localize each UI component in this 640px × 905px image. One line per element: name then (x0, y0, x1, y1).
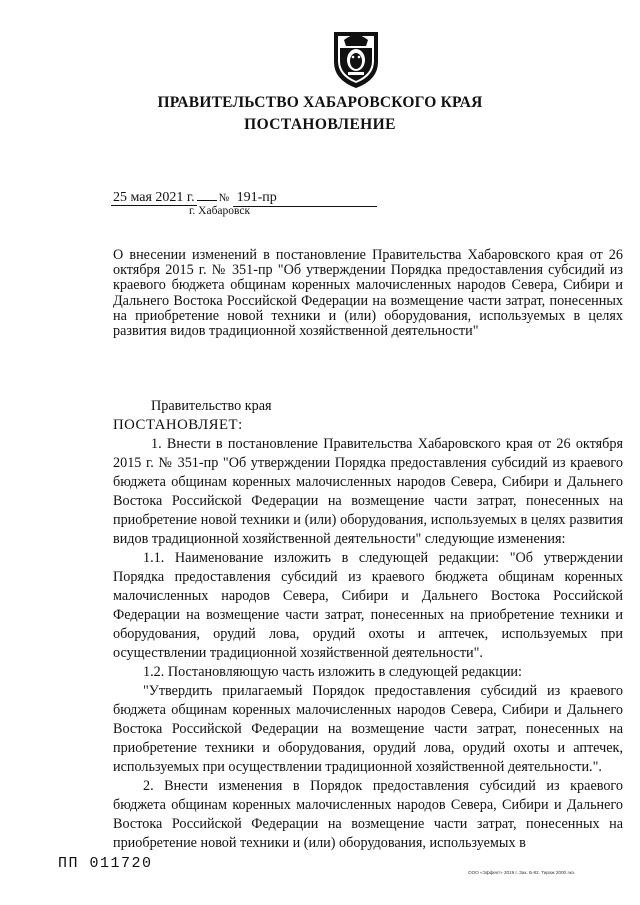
document-body (113, 397, 623, 853)
form-code: ПП 011720 (58, 855, 153, 872)
document-subject: О внесении изменений в постановление Правительства Хабаровского края от 26 октября 2015 г. № 351-пр "Об утверждении Порядка предоставления субсидий из краевого бюджета общинам коренных малочисленных народов Севера, Сибири и Дальнего Востока Российской Федерации на возмещение части затрат, понесенных на приобретение новой техники и (или) оборудования, используемых в целях развития видов традиционной хозяйственной деятельности" (113, 247, 623, 340)
document-type: ПОСТАНОВЛЕНИЕ (244, 116, 396, 133)
paragraph-1-2: 1.2. Постановляющую часть изложить в следующей редакции: (143, 664, 522, 680)
paragraph-1-2-quote: "Утвердить прилагаемый Порядок предоставления субсидий из краевого бюджета общинам коренных малочисленных народов Севера, Сибири и Дальнего Востока Российской Федерации на возмещение части затрат, понесенных на приобретение техники и оборудования, орудий лова, орудий охоты и аптечек, используемых при осуществлении традиционной хозяйственной деятельности.". (113, 683, 623, 775)
decrees-line: ПОСТАНОВЛЯЕТ: (113, 417, 243, 433)
paragraph-2: 2. Внести изменения в Порядок предоставления субсидий из краевого бюджета общинам коренных малочисленных народов Севера, Сибири и Дальнего Востока Российской Федерации на возмещение части затрат, понесенных на приобретение новой техники и (или) оборудования, используемых в (113, 778, 623, 851)
printer-note: ООО «Эффект» 2019 г. Зак. Б-82. Тираж 2000 экз. (468, 870, 576, 875)
number-mark: № (218, 192, 230, 204)
khabarovsk-coat-of-arms-icon (330, 26, 382, 90)
authority-title: ПРАВИТЕЛЬСТВО ХАБАРОВСКОГО КРАЯ (157, 94, 483, 111)
paragraph-1-1: 1.1. Наименование изложить в следующей редакции: "Об утверждении Порядка предоставления субсидий из краевого бюджета общинам коренных малочисленных народов Севера, Сибири и Дальнего Востока Российской Федерации на возмещение части затрат, понесенных на приобретение техники и оборудования, орудий лова, орудий охоты и аптечек, используемых при осуществлении традиционной хозяйственной деятельности". (113, 550, 623, 661)
government-line: Правительство края (151, 398, 272, 414)
document-number: 191-пр (233, 190, 377, 207)
document-date: 25 мая 2021 г. (113, 190, 195, 205)
blank-line (197, 188, 217, 201)
city: г. Хабаровск (189, 205, 251, 217)
paragraph-1: 1. Внести в постановление Правительства Хабаровского края от 26 октября 2015 г. № 351-пр "Об утверждении Порядка предоставления субсидий из краевого бюджета общинам коренных малочисленных народов Севера, Сибири и Дальнего Востока Российской Федерации на возмещение части затрат, понесенных на приобретение новой техники и (или) оборудования, используемых в целях развития видов традиционной хозяйственной деятельности" следующие изменения: (113, 436, 623, 547)
